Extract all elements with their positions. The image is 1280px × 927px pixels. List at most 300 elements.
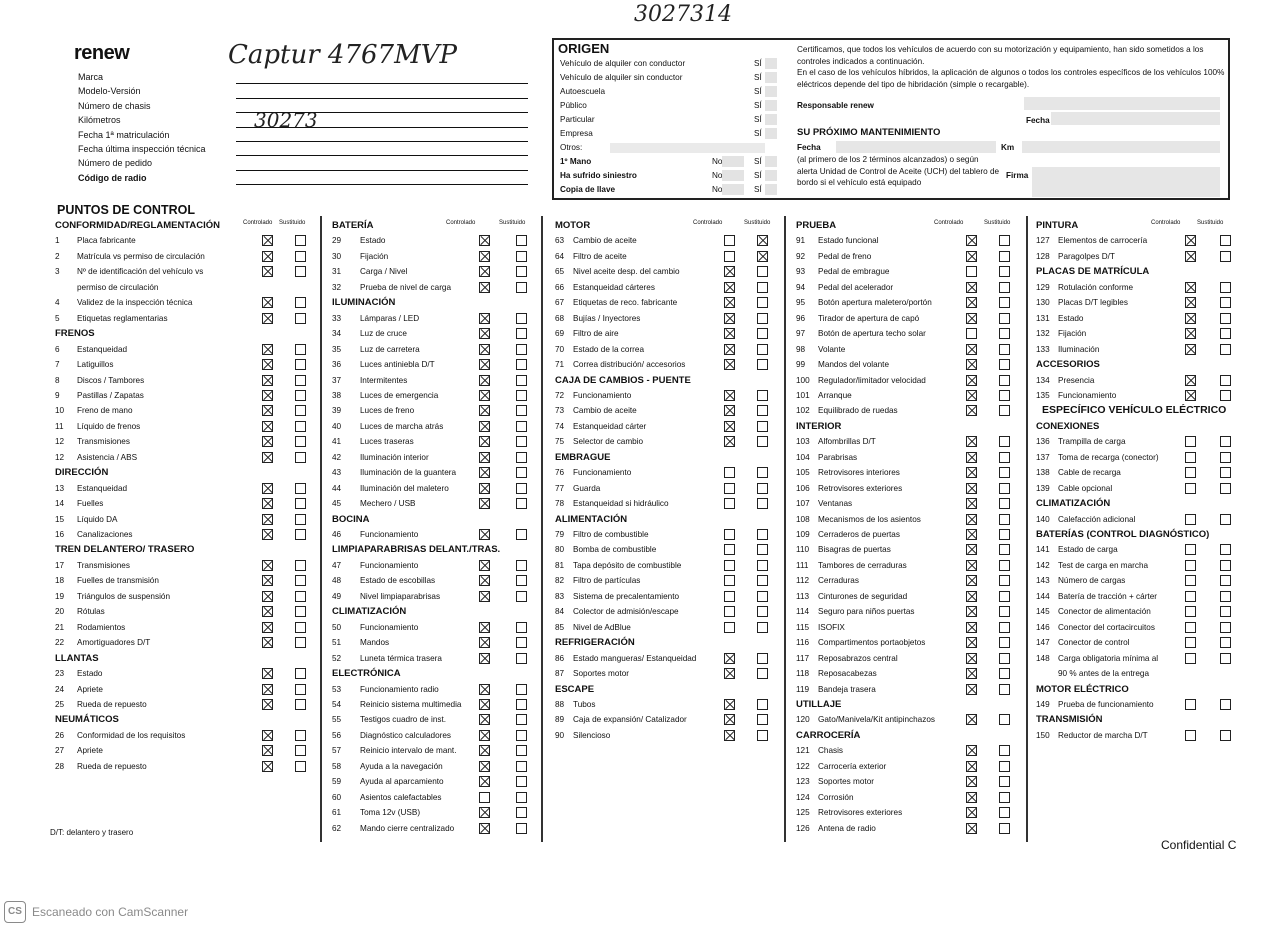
sustituido-checkbox[interactable]	[757, 653, 768, 664]
controlado-checkbox[interactable]	[724, 297, 735, 308]
sustituido-checkbox[interactable]	[999, 359, 1010, 370]
sustituido-checkbox[interactable]	[757, 405, 768, 416]
sustituido-checkbox[interactable]	[999, 776, 1010, 787]
controlado-checkbox[interactable]	[262, 699, 273, 710]
controlado-checkbox[interactable]	[966, 761, 977, 772]
sustituido-checkbox[interactable]	[999, 235, 1010, 246]
controlado-checkbox[interactable]	[724, 313, 735, 324]
sustituido-checkbox[interactable]	[999, 375, 1010, 386]
sustituido-checkbox[interactable]	[1220, 514, 1231, 525]
sustituido-checkbox[interactable]	[999, 297, 1010, 308]
controlado-checkbox[interactable]	[1185, 591, 1196, 602]
controlado-checkbox[interactable]	[479, 483, 490, 494]
sustituido-checkbox[interactable]	[999, 282, 1010, 293]
sustituido-checkbox[interactable]	[757, 467, 768, 478]
controlado-checkbox[interactable]	[724, 235, 735, 246]
controlado-checkbox[interactable]	[966, 653, 977, 664]
controlado-checkbox[interactable]	[1185, 730, 1196, 741]
service-km-field[interactable]	[1022, 141, 1220, 153]
controlado-checkbox[interactable]	[724, 266, 735, 277]
controlado-checkbox[interactable]	[479, 282, 490, 293]
sustituido-checkbox[interactable]	[295, 483, 306, 494]
sustituido-checkbox[interactable]	[999, 514, 1010, 525]
controlado-checkbox[interactable]	[966, 544, 977, 555]
sustituido-checkbox[interactable]	[999, 498, 1010, 509]
origin-no-checkbox[interactable]	[722, 156, 744, 167]
controlado-checkbox[interactable]	[479, 421, 490, 432]
controlado-checkbox[interactable]	[262, 359, 273, 370]
sustituido-checkbox[interactable]	[757, 436, 768, 447]
controlado-checkbox[interactable]	[966, 606, 977, 617]
sustituido-checkbox[interactable]	[516, 251, 527, 262]
sustituido-checkbox[interactable]	[999, 745, 1010, 756]
sustituido-checkbox[interactable]	[757, 313, 768, 324]
sustituido-checkbox[interactable]	[295, 421, 306, 432]
sustituido-checkbox[interactable]	[999, 544, 1010, 555]
controlado-checkbox[interactable]	[479, 637, 490, 648]
origin-other-field[interactable]	[610, 143, 765, 153]
sustituido-checkbox[interactable]	[999, 390, 1010, 401]
sustituido-checkbox[interactable]	[757, 359, 768, 370]
controlado-checkbox[interactable]	[262, 560, 273, 571]
controlado-checkbox[interactable]	[479, 684, 490, 695]
controlado-checkbox[interactable]	[1185, 699, 1196, 710]
controlado-checkbox[interactable]	[1185, 606, 1196, 617]
controlado-checkbox[interactable]	[966, 405, 977, 416]
sustituido-checkbox[interactable]	[1220, 251, 1231, 262]
controlado-checkbox[interactable]	[262, 622, 273, 633]
controlado-checkbox[interactable]	[966, 313, 977, 324]
controlado-checkbox[interactable]	[724, 544, 735, 555]
controlado-checkbox[interactable]	[479, 622, 490, 633]
controlado-checkbox[interactable]	[479, 591, 490, 602]
sustituido-checkbox[interactable]	[516, 730, 527, 741]
sustituido-checkbox[interactable]	[516, 390, 527, 401]
sustituido-checkbox[interactable]	[516, 792, 527, 803]
sustituido-checkbox[interactable]	[757, 421, 768, 432]
sustituido-checkbox[interactable]	[295, 498, 306, 509]
controlado-checkbox[interactable]	[966, 807, 977, 818]
controlado-checkbox[interactable]	[966, 514, 977, 525]
controlado-checkbox[interactable]	[262, 637, 273, 648]
controlado-checkbox[interactable]	[262, 405, 273, 416]
sustituido-checkbox[interactable]	[516, 483, 527, 494]
controlado-checkbox[interactable]	[966, 359, 977, 370]
controlado-checkbox[interactable]	[724, 699, 735, 710]
controlado-checkbox[interactable]	[262, 452, 273, 463]
sustituido-checkbox[interactable]	[1220, 591, 1231, 602]
controlado-checkbox[interactable]	[724, 359, 735, 370]
controlado-checkbox[interactable]	[479, 498, 490, 509]
sustituido-checkbox[interactable]	[999, 405, 1010, 416]
controlado-checkbox[interactable]	[1185, 436, 1196, 447]
sustituido-checkbox[interactable]	[999, 436, 1010, 447]
controlado-checkbox[interactable]	[966, 483, 977, 494]
controlado-checkbox[interactable]	[966, 668, 977, 679]
sustituido-checkbox[interactable]	[295, 560, 306, 571]
sustituido-checkbox[interactable]	[999, 714, 1010, 725]
sustituido-checkbox[interactable]	[516, 714, 527, 725]
sustituido-checkbox[interactable]	[999, 807, 1010, 818]
sustituido-checkbox[interactable]	[516, 684, 527, 695]
sustituido-checkbox[interactable]	[295, 637, 306, 648]
controlado-checkbox[interactable]	[966, 452, 977, 463]
sustituido-checkbox[interactable]	[999, 761, 1010, 772]
controlado-checkbox[interactable]	[1185, 313, 1196, 324]
sustituido-checkbox[interactable]	[516, 776, 527, 787]
controlado-checkbox[interactable]	[479, 405, 490, 416]
sustituido-checkbox[interactable]	[516, 807, 527, 818]
sustituido-checkbox[interactable]	[295, 405, 306, 416]
controlado-checkbox[interactable]	[1185, 375, 1196, 386]
controlado-checkbox[interactable]	[966, 575, 977, 586]
controlado-checkbox[interactable]	[724, 251, 735, 262]
origin-checkbox[interactable]	[765, 170, 777, 181]
sustituido-checkbox[interactable]	[295, 452, 306, 463]
controlado-checkbox[interactable]	[262, 483, 273, 494]
origin-checkbox[interactable]	[765, 86, 777, 97]
controlado-checkbox[interactable]	[966, 745, 977, 756]
controlado-checkbox[interactable]	[479, 699, 490, 710]
controlado-checkbox[interactable]	[724, 421, 735, 432]
controlado-checkbox[interactable]	[1185, 297, 1196, 308]
sustituido-checkbox[interactable]	[516, 575, 527, 586]
controlado-checkbox[interactable]	[966, 498, 977, 509]
controlado-checkbox[interactable]	[262, 251, 273, 262]
controlado-checkbox[interactable]	[479, 359, 490, 370]
sustituido-checkbox[interactable]	[1220, 730, 1231, 741]
controlado-checkbox[interactable]	[1185, 251, 1196, 262]
sustituido-checkbox[interactable]	[757, 483, 768, 494]
sustituido-checkbox[interactable]	[757, 390, 768, 401]
sustituido-checkbox[interactable]	[999, 575, 1010, 586]
controlado-checkbox[interactable]	[479, 235, 490, 246]
sustituido-checkbox[interactable]	[516, 529, 527, 540]
sustituido-checkbox[interactable]	[999, 483, 1010, 494]
controlado-checkbox[interactable]	[262, 745, 273, 756]
sustituido-checkbox[interactable]	[999, 251, 1010, 262]
controlado-checkbox[interactable]	[966, 266, 977, 277]
sustituido-checkbox[interactable]	[516, 421, 527, 432]
controlado-checkbox[interactable]	[1185, 328, 1196, 339]
controlado-checkbox[interactable]	[262, 235, 273, 246]
controlado-checkbox[interactable]	[966, 637, 977, 648]
sustituido-checkbox[interactable]	[1220, 699, 1231, 710]
controlado-checkbox[interactable]	[1185, 467, 1196, 478]
sustituido-checkbox[interactable]	[1220, 467, 1231, 478]
controlado-checkbox[interactable]	[479, 745, 490, 756]
sustituido-checkbox[interactable]	[516, 761, 527, 772]
sustituido-checkbox[interactable]	[999, 668, 1010, 679]
controlado-checkbox[interactable]	[479, 653, 490, 664]
controlado-checkbox[interactable]	[479, 529, 490, 540]
sustituido-checkbox[interactable]	[757, 251, 768, 262]
controlado-checkbox[interactable]	[966, 251, 977, 262]
controlado-checkbox[interactable]	[479, 714, 490, 725]
sustituido-checkbox[interactable]	[516, 436, 527, 447]
sustituido-checkbox[interactable]	[999, 653, 1010, 664]
sustituido-checkbox[interactable]	[757, 344, 768, 355]
sustituido-checkbox[interactable]	[516, 560, 527, 571]
service-fecha-field[interactable]	[836, 141, 996, 153]
sustituido-checkbox[interactable]	[1220, 328, 1231, 339]
controlado-checkbox[interactable]	[966, 591, 977, 602]
sustituido-checkbox[interactable]	[1220, 235, 1231, 246]
controlado-checkbox[interactable]	[262, 421, 273, 432]
sustituido-checkbox[interactable]	[516, 328, 527, 339]
sustituido-checkbox[interactable]	[757, 266, 768, 277]
sustituido-checkbox[interactable]	[999, 560, 1010, 571]
sustituido-checkbox[interactable]	[295, 668, 306, 679]
controlado-checkbox[interactable]	[966, 560, 977, 571]
controlado-checkbox[interactable]	[1185, 344, 1196, 355]
sustituido-checkbox[interactable]	[516, 405, 527, 416]
controlado-checkbox[interactable]	[1185, 483, 1196, 494]
controlado-checkbox[interactable]	[479, 436, 490, 447]
sustituido-checkbox[interactable]	[999, 637, 1010, 648]
controlado-checkbox[interactable]	[262, 313, 273, 324]
origin-no-checkbox[interactable]	[722, 184, 744, 195]
sustituido-checkbox[interactable]	[295, 684, 306, 695]
sustituido-checkbox[interactable]	[1220, 344, 1231, 355]
sustituido-checkbox[interactable]	[516, 375, 527, 386]
controlado-checkbox[interactable]	[262, 390, 273, 401]
sustituido-checkbox[interactable]	[516, 313, 527, 324]
sustituido-checkbox[interactable]	[1220, 560, 1231, 571]
controlado-checkbox[interactable]	[966, 776, 977, 787]
controlado-checkbox[interactable]	[262, 297, 273, 308]
sustituido-checkbox[interactable]	[757, 606, 768, 617]
controlado-checkbox[interactable]	[724, 714, 735, 725]
sustituido-checkbox[interactable]	[295, 761, 306, 772]
sustituido-checkbox[interactable]	[999, 344, 1010, 355]
sustituido-checkbox[interactable]	[1220, 282, 1231, 293]
sustituido-checkbox[interactable]	[516, 699, 527, 710]
sustituido-checkbox[interactable]	[295, 251, 306, 262]
controlado-checkbox[interactable]	[262, 668, 273, 679]
sustituido-checkbox[interactable]	[1220, 575, 1231, 586]
sustituido-checkbox[interactable]	[295, 514, 306, 525]
controlado-checkbox[interactable]	[966, 714, 977, 725]
controlado-checkbox[interactable]	[966, 436, 977, 447]
sustituido-checkbox[interactable]	[295, 745, 306, 756]
responsable-fecha-field[interactable]	[1051, 112, 1220, 125]
sustituido-checkbox[interactable]	[295, 266, 306, 277]
controlado-checkbox[interactable]	[262, 498, 273, 509]
controlado-checkbox[interactable]	[479, 328, 490, 339]
sustituido-checkbox[interactable]	[757, 235, 768, 246]
sustituido-checkbox[interactable]	[1220, 436, 1231, 447]
sustituido-checkbox[interactable]	[295, 730, 306, 741]
sustituido-checkbox[interactable]	[295, 390, 306, 401]
controlado-checkbox[interactable]	[1185, 653, 1196, 664]
controlado-checkbox[interactable]	[1185, 544, 1196, 555]
origin-checkbox[interactable]	[765, 184, 777, 195]
controlado-checkbox[interactable]	[479, 467, 490, 478]
origin-checkbox[interactable]	[765, 114, 777, 125]
controlado-checkbox[interactable]	[479, 823, 490, 834]
controlado-checkbox[interactable]	[479, 730, 490, 741]
controlado-checkbox[interactable]	[966, 390, 977, 401]
sustituido-checkbox[interactable]	[516, 498, 527, 509]
origin-checkbox[interactable]	[765, 156, 777, 167]
sustituido-checkbox[interactable]	[516, 637, 527, 648]
sustituido-checkbox[interactable]	[999, 823, 1010, 834]
sustituido-checkbox[interactable]	[1220, 606, 1231, 617]
sustituido-checkbox[interactable]	[295, 359, 306, 370]
controlado-checkbox[interactable]	[724, 483, 735, 494]
origin-checkbox[interactable]	[765, 100, 777, 111]
sustituido-checkbox[interactable]	[516, 282, 527, 293]
sustituido-checkbox[interactable]	[757, 529, 768, 540]
sustituido-checkbox[interactable]	[295, 436, 306, 447]
sustituido-checkbox[interactable]	[757, 714, 768, 725]
controlado-checkbox[interactable]	[966, 235, 977, 246]
sustituido-checkbox[interactable]	[1220, 390, 1231, 401]
sustituido-checkbox[interactable]	[295, 591, 306, 602]
sustituido-checkbox[interactable]	[516, 591, 527, 602]
sustituido-checkbox[interactable]	[757, 591, 768, 602]
sustituido-checkbox[interactable]	[757, 498, 768, 509]
sustituido-checkbox[interactable]	[516, 235, 527, 246]
controlado-checkbox[interactable]	[724, 436, 735, 447]
controlado-checkbox[interactable]	[262, 375, 273, 386]
controlado-checkbox[interactable]	[479, 375, 490, 386]
sustituido-checkbox[interactable]	[295, 375, 306, 386]
sustituido-checkbox[interactable]	[516, 823, 527, 834]
controlado-checkbox[interactable]	[966, 529, 977, 540]
sustituido-checkbox[interactable]	[757, 544, 768, 555]
controlado-checkbox[interactable]	[724, 575, 735, 586]
sustituido-checkbox[interactable]	[999, 606, 1010, 617]
controlado-checkbox[interactable]	[966, 792, 977, 803]
sustituido-checkbox[interactable]	[295, 235, 306, 246]
controlado-checkbox[interactable]	[262, 730, 273, 741]
responsable-field[interactable]	[1024, 97, 1220, 110]
controlado-checkbox[interactable]	[724, 390, 735, 401]
controlado-checkbox[interactable]	[724, 606, 735, 617]
controlado-checkbox[interactable]	[724, 622, 735, 633]
sustituido-checkbox[interactable]	[295, 344, 306, 355]
controlado-checkbox[interactable]	[966, 282, 977, 293]
controlado-checkbox[interactable]	[966, 823, 977, 834]
controlado-checkbox[interactable]	[724, 344, 735, 355]
sustituido-checkbox[interactable]	[999, 792, 1010, 803]
sustituido-checkbox[interactable]	[1220, 653, 1231, 664]
controlado-checkbox[interactable]	[724, 730, 735, 741]
controlado-checkbox[interactable]	[724, 282, 735, 293]
sustituido-checkbox[interactable]	[757, 622, 768, 633]
sustituido-checkbox[interactable]	[516, 359, 527, 370]
controlado-checkbox[interactable]	[1185, 637, 1196, 648]
controlado-checkbox[interactable]	[262, 761, 273, 772]
firma-field[interactable]	[1032, 167, 1220, 197]
sustituido-checkbox[interactable]	[295, 606, 306, 617]
controlado-checkbox[interactable]	[479, 776, 490, 787]
controlado-checkbox[interactable]	[966, 328, 977, 339]
sustituido-checkbox[interactable]	[999, 467, 1010, 478]
sustituido-checkbox[interactable]	[757, 668, 768, 679]
controlado-checkbox[interactable]	[1185, 560, 1196, 571]
controlado-checkbox[interactable]	[724, 653, 735, 664]
controlado-checkbox[interactable]	[479, 313, 490, 324]
controlado-checkbox[interactable]	[262, 575, 273, 586]
controlado-checkbox[interactable]	[724, 529, 735, 540]
sustituido-checkbox[interactable]	[1220, 313, 1231, 324]
sustituido-checkbox[interactable]	[999, 529, 1010, 540]
controlado-checkbox[interactable]	[966, 684, 977, 695]
controlado-checkbox[interactable]	[1185, 235, 1196, 246]
sustituido-checkbox[interactable]	[757, 575, 768, 586]
controlado-checkbox[interactable]	[479, 560, 490, 571]
origin-checkbox[interactable]	[765, 58, 777, 69]
controlado-checkbox[interactable]	[479, 266, 490, 277]
sustituido-checkbox[interactable]	[1220, 452, 1231, 463]
sustituido-checkbox[interactable]	[757, 297, 768, 308]
sustituido-checkbox[interactable]	[999, 328, 1010, 339]
origin-no-checkbox[interactable]	[722, 170, 744, 181]
controlado-checkbox[interactable]	[479, 452, 490, 463]
sustituido-checkbox[interactable]	[757, 730, 768, 741]
controlado-checkbox[interactable]	[1185, 282, 1196, 293]
sustituido-checkbox[interactable]	[516, 452, 527, 463]
controlado-checkbox[interactable]	[724, 498, 735, 509]
controlado-checkbox[interactable]	[966, 622, 977, 633]
controlado-checkbox[interactable]	[966, 375, 977, 386]
sustituido-checkbox[interactable]	[516, 745, 527, 756]
sustituido-checkbox[interactable]	[295, 313, 306, 324]
sustituido-checkbox[interactable]	[757, 282, 768, 293]
controlado-checkbox[interactable]	[724, 668, 735, 679]
controlado-checkbox[interactable]	[479, 807, 490, 818]
controlado-checkbox[interactable]	[724, 467, 735, 478]
sustituido-checkbox[interactable]	[516, 467, 527, 478]
controlado-checkbox[interactable]	[966, 467, 977, 478]
controlado-checkbox[interactable]	[1185, 452, 1196, 463]
sustituido-checkbox[interactable]	[295, 529, 306, 540]
controlado-checkbox[interactable]	[262, 266, 273, 277]
controlado-checkbox[interactable]	[724, 591, 735, 602]
origin-checkbox[interactable]	[765, 128, 777, 139]
sustituido-checkbox[interactable]	[295, 622, 306, 633]
controlado-checkbox[interactable]	[262, 344, 273, 355]
sustituido-checkbox[interactable]	[1220, 483, 1231, 494]
controlado-checkbox[interactable]	[966, 297, 977, 308]
sustituido-checkbox[interactable]	[516, 344, 527, 355]
sustituido-checkbox[interactable]	[295, 699, 306, 710]
controlado-checkbox[interactable]	[262, 436, 273, 447]
controlado-checkbox[interactable]	[262, 606, 273, 617]
sustituido-checkbox[interactable]	[295, 297, 306, 308]
sustituido-checkbox[interactable]	[999, 452, 1010, 463]
sustituido-checkbox[interactable]	[999, 622, 1010, 633]
controlado-checkbox[interactable]	[724, 328, 735, 339]
controlado-checkbox[interactable]	[724, 405, 735, 416]
controlado-checkbox[interactable]	[479, 344, 490, 355]
controlado-checkbox[interactable]	[479, 761, 490, 772]
sustituido-checkbox[interactable]	[295, 575, 306, 586]
controlado-checkbox[interactable]	[1185, 390, 1196, 401]
sustituido-checkbox[interactable]	[516, 266, 527, 277]
sustituido-checkbox[interactable]	[1220, 637, 1231, 648]
sustituido-checkbox[interactable]	[1220, 297, 1231, 308]
sustituido-checkbox[interactable]	[757, 699, 768, 710]
sustituido-checkbox[interactable]	[999, 684, 1010, 695]
sustituido-checkbox[interactable]	[516, 653, 527, 664]
controlado-checkbox[interactable]	[1185, 514, 1196, 525]
origin-checkbox[interactable]	[765, 72, 777, 83]
controlado-checkbox[interactable]	[724, 560, 735, 571]
